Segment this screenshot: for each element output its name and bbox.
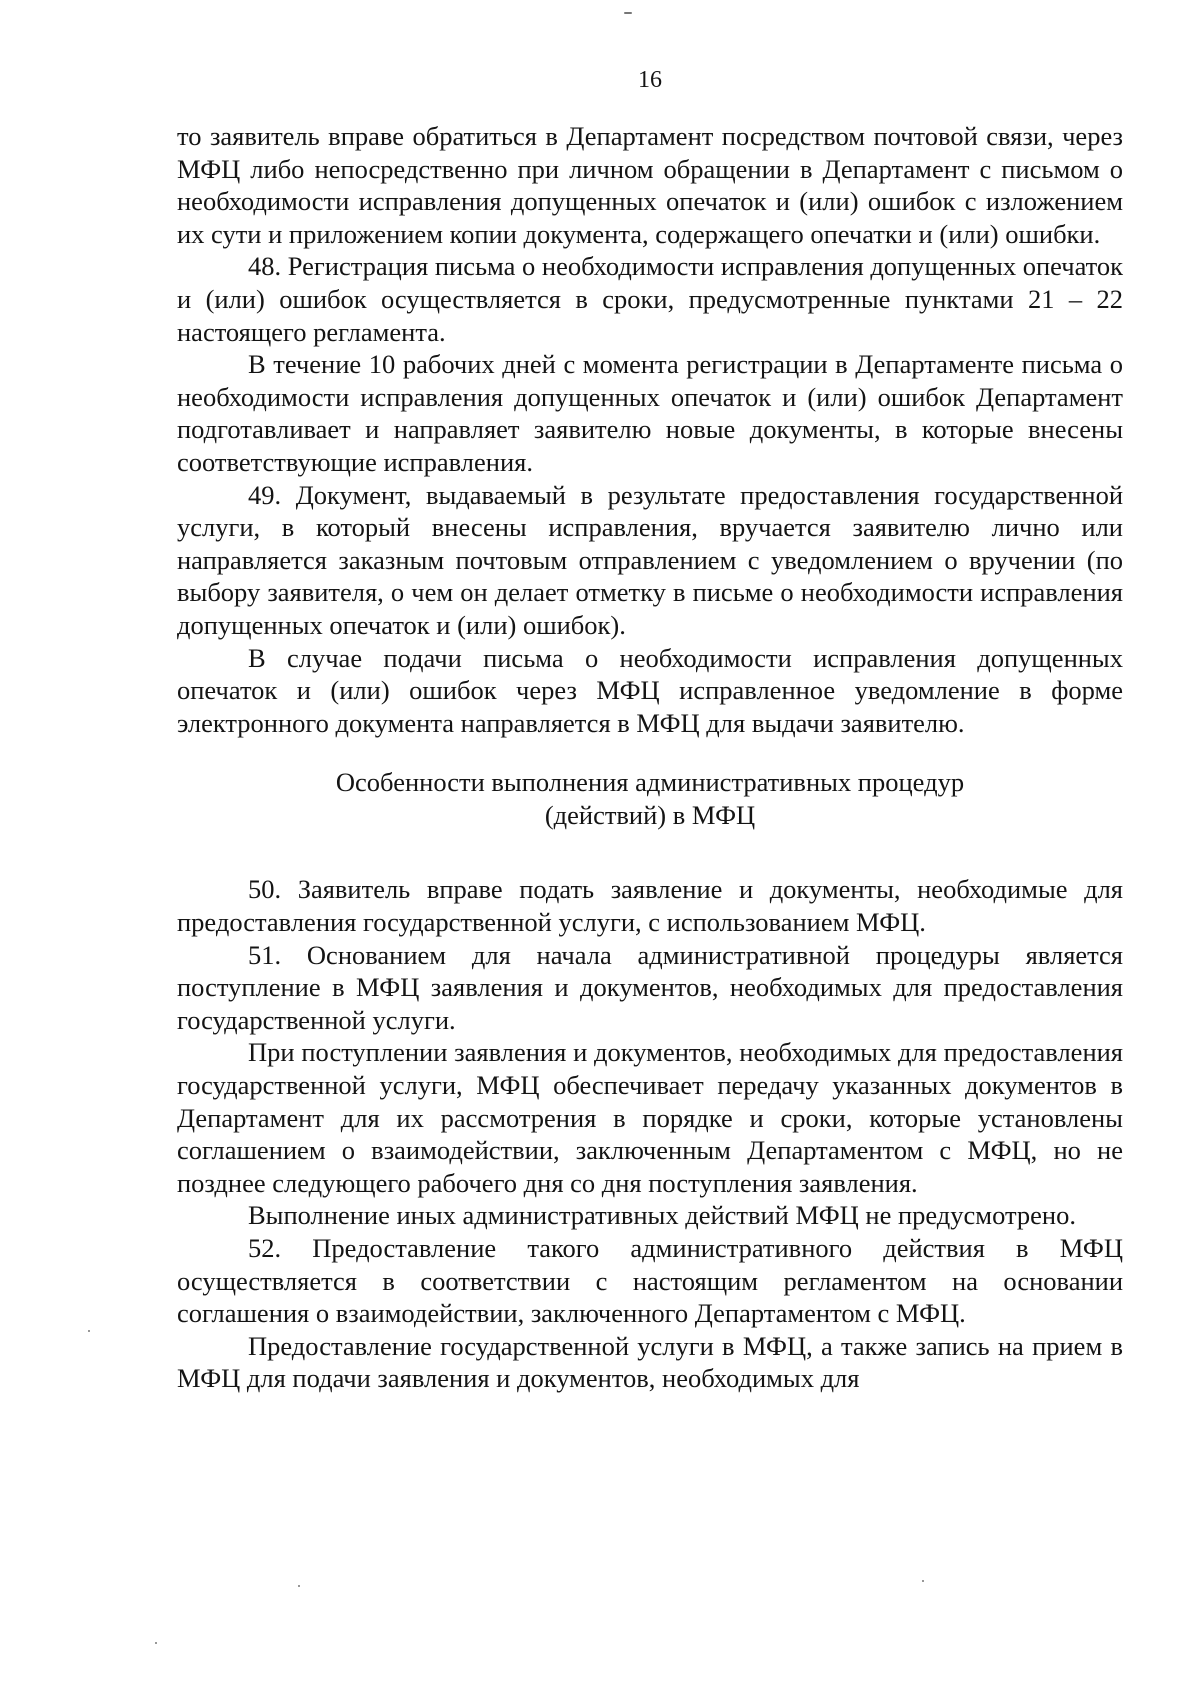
- scan-speck: [922, 1580, 924, 1582]
- paragraph-49-mfc: В случае подачи письма о необходимости исправления допущенных опечаток и (или) ошибок через МФЦ исправленное уведомление в форме электронного документа направляется в МФЦ для выдачи заявителю.: [177, 642, 1123, 738]
- spacer: [177, 831, 1123, 873]
- paragraph-51: 51. Основанием для начала административной процедуры является поступление в МФЦ заявления и документов, необходимых для предоставления государственной услуги.: [177, 939, 1123, 1035]
- scan-speck: [624, 12, 632, 14]
- paragraph-48: 48. Регистрация письма о необходимости исправления допущенных опечаток и (или) ошибок осуществляется в сроки, предусмотренные пунктами 21 – 22 настоящего регламента.: [177, 251, 1123, 347]
- paragraph-continuation: то заявитель вправе обратиться в Департамент посредством почтовой связи, через МФЦ либо непосредственно при личном обращении в Департамент с письмом о необходимости исправления допущенных опечаток и (или) ошибок с изложением их сути и приложением копии документа, содержащего опечатки и (или) ошибки.: [177, 121, 1123, 249]
- scan-speck: [88, 1330, 90, 1332]
- scan-speck: [155, 1642, 157, 1644]
- paragraph-52-continuation: Предоставление государственной услуги в МФЦ, а также запись на прием в МФЦ для подачи заявления и документов, необходимых для: [177, 1330, 1123, 1394]
- section-heading-line-2: (действий) в МФЦ: [544, 799, 756, 830]
- paragraph-49: 49. Документ, выдаваемый в результате предоставления государственной услуги, в который внесены исправления, вручается заявителю лично или направляется заказным почтовым отправлением с уведомлением о вручении (по выбору заявителя, о чем он делает отметку в письме о необходимости исправления допущенных опечаток и (или) ошибок).: [177, 479, 1123, 640]
- paragraph-50: 50. Заявитель вправе подать заявление и документы, необходимые для предоставления государственной услуги, с использованием МФЦ.: [177, 874, 1123, 938]
- document-body: [177, 120, 1123, 1395]
- spacer: [177, 739, 1123, 766]
- paragraph-51-other-actions: Выполнение иных административных действий МФЦ не предусмотрено.: [248, 1200, 1076, 1231]
- scan-speck: [298, 1585, 300, 1587]
- paragraph-48-deadline: В течение 10 рабочих дней с момента регистрации в Департаменте письма о необходимости исправления допущенных опечаток и (или) ошибок Департамент подготавливает и направляет заявителю новые документы, в которые внесены соответствующие исправления.: [177, 349, 1123, 477]
- paragraph-52: 52. Предоставление такого административного действия в МФЦ осуществляется в соответствии с настоящим регламентом на основании соглашения о взаимодействии, заключенного Департаментом с МФЦ.: [177, 1233, 1123, 1329]
- page-number: 16: [638, 67, 662, 93]
- section-heading-line-1: Особенности выполнения административных процедур: [335, 767, 965, 798]
- paragraph-51-transfer: При поступлении заявления и документов, необходимых для предоставления государственной услуги, МФЦ обеспечивает передачу указанных документов в Департамент для их рассмотрения в порядке и сроки, которые установлены соглашением о взаимодействии, заключенным Департаментом с МФЦ, но не позднее следующего рабочего дня со дня поступления заявления.: [177, 1037, 1123, 1198]
